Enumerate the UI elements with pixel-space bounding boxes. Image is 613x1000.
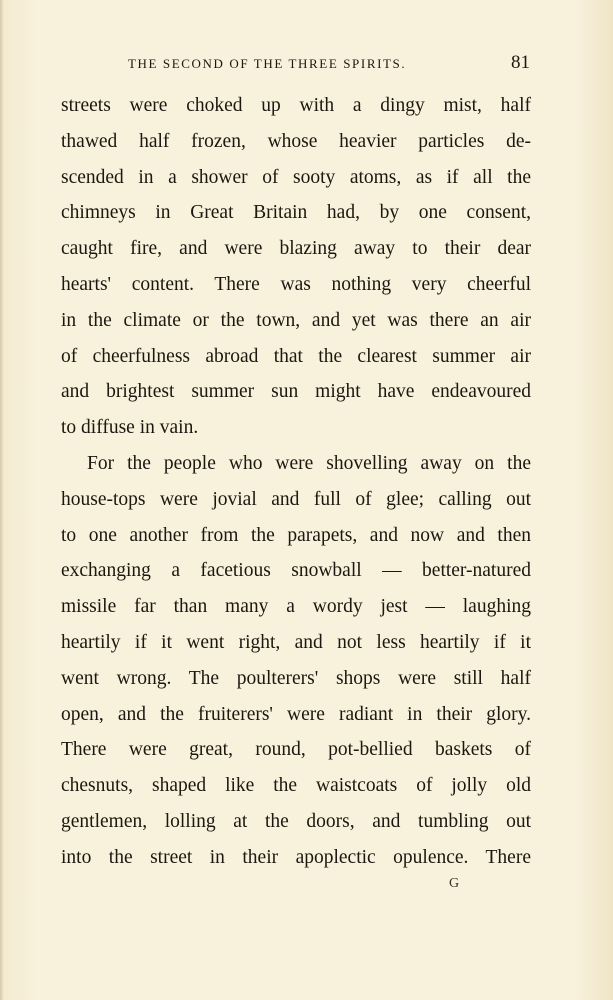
text-line: caught fire, and were blazing away to their dear	[61, 238, 531, 260]
text-line: exchanging a facetious snowball — better-natured	[61, 560, 531, 582]
signature-mark: G	[449, 876, 460, 891]
text-line: of cheerfulness abroad that the clearest summer air	[61, 345, 531, 367]
text-line: gentlemen, lolling at the doors, and tumbling out	[61, 810, 531, 832]
text-line: missile far than many a wordy jest — laughing	[61, 596, 531, 618]
running-title: THE SECOND OF THE THREE SPIRITS.	[128, 56, 407, 71]
text-line: thawed half frozen, whose heavier particles de-	[61, 130, 531, 152]
page-edge-shadow	[0, 0, 4, 1000]
text-line: streets were choked up with a dingy mist, half	[61, 95, 531, 116]
running-head	[60, 52, 530, 76]
text-line: hearts' content. There was nothing very cheerful	[61, 273, 531, 295]
body-text	[61, 88, 531, 876]
text-line: to diffuse in vain.	[61, 417, 199, 439]
text-line: house-tops were jovial and full of glee; calling out	[61, 488, 531, 510]
text-line: There were great, round, pot-bellied baskets of	[61, 739, 531, 761]
text-line: went wrong. The poulterers' shops were still half	[61, 667, 531, 689]
text-line: For the people who were shovelling away on the	[87, 452, 531, 474]
text-line: scended in a shower of sooty atoms, as if all the	[61, 166, 531, 188]
text-line: chesnuts, shaped like the waistcoats of jolly old	[61, 775, 531, 797]
text-line: and brightest summer sun might have endeavoured	[61, 381, 531, 403]
text-line: in the climate or the town, and yet was there an air	[61, 309, 531, 331]
text-line: heartily if it went right, and not less heartily if it	[61, 631, 531, 653]
text-line: into the street in their apoplectic opulence. There	[61, 846, 531, 868]
page-number: 81	[511, 52, 530, 73]
text-line: to one another from the parapets, and now and then	[61, 524, 531, 546]
text-line: open, and the fruiterers' were radiant in their glory.	[61, 703, 531, 725]
text-line: chimneys in Great Britain had, by one consent,	[61, 202, 531, 224]
